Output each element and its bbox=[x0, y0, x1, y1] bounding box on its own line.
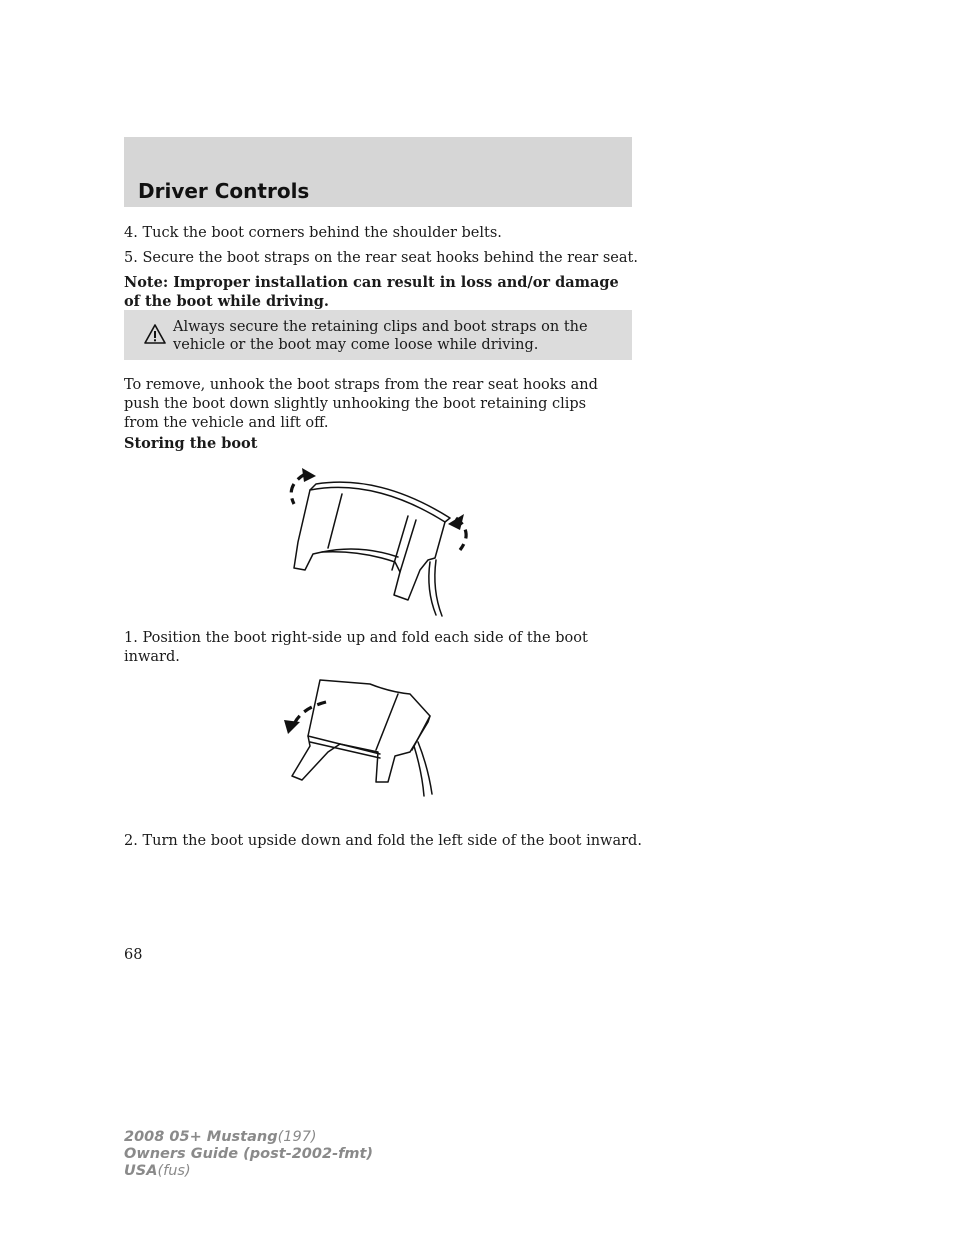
figure-1-caption: 1. Position the boot right-side up and fold each side of the boot inward. bbox=[124, 630, 588, 665]
footer-guide: Owners Guide (post-2002-fmt) bbox=[124, 1146, 374, 1162]
footer-model-code: (197) bbox=[277, 1129, 317, 1145]
warning-box bbox=[124, 310, 632, 360]
step-4: 4. Tuck the boot corners behind the shoulder belts. bbox=[124, 225, 502, 241]
page-number: 68 bbox=[124, 947, 143, 963]
footer-region-code: (fus) bbox=[157, 1163, 191, 1179]
footer-model: 2008 05+ Mustang bbox=[124, 1129, 278, 1145]
boot-fold-left-illustration bbox=[280, 672, 480, 802]
warning-triangle-icon bbox=[144, 324, 166, 344]
boot-fold-sides-illustration bbox=[280, 460, 480, 620]
section-header-band bbox=[124, 137, 632, 207]
step-5: 5. Secure the boot straps on the rear seat hooks behind the rear seat. bbox=[124, 250, 638, 266]
storing-heading: Storing the boot bbox=[124, 435, 258, 452]
figure-2-caption: 2. Turn the boot upside down and fold the left side of the boot inward. bbox=[124, 833, 642, 849]
warning-text: Always secure the retaining clips and boot straps on the vehicle or the boot may come loose while driving. bbox=[173, 319, 588, 353]
installation-note: Note: Improper installation can result in loss and/or damage of the boot while driving. bbox=[124, 274, 619, 310]
section-title: Driver Controls bbox=[138, 179, 310, 203]
document-footer bbox=[124, 1129, 373, 1180]
footer-region: USA bbox=[124, 1163, 158, 1179]
remove-instructions: To remove, unhook the boot straps from the rear seat hooks and push the boot down slightly unhooking the boot retaining clips from the vehicle and lift off. bbox=[124, 377, 598, 431]
